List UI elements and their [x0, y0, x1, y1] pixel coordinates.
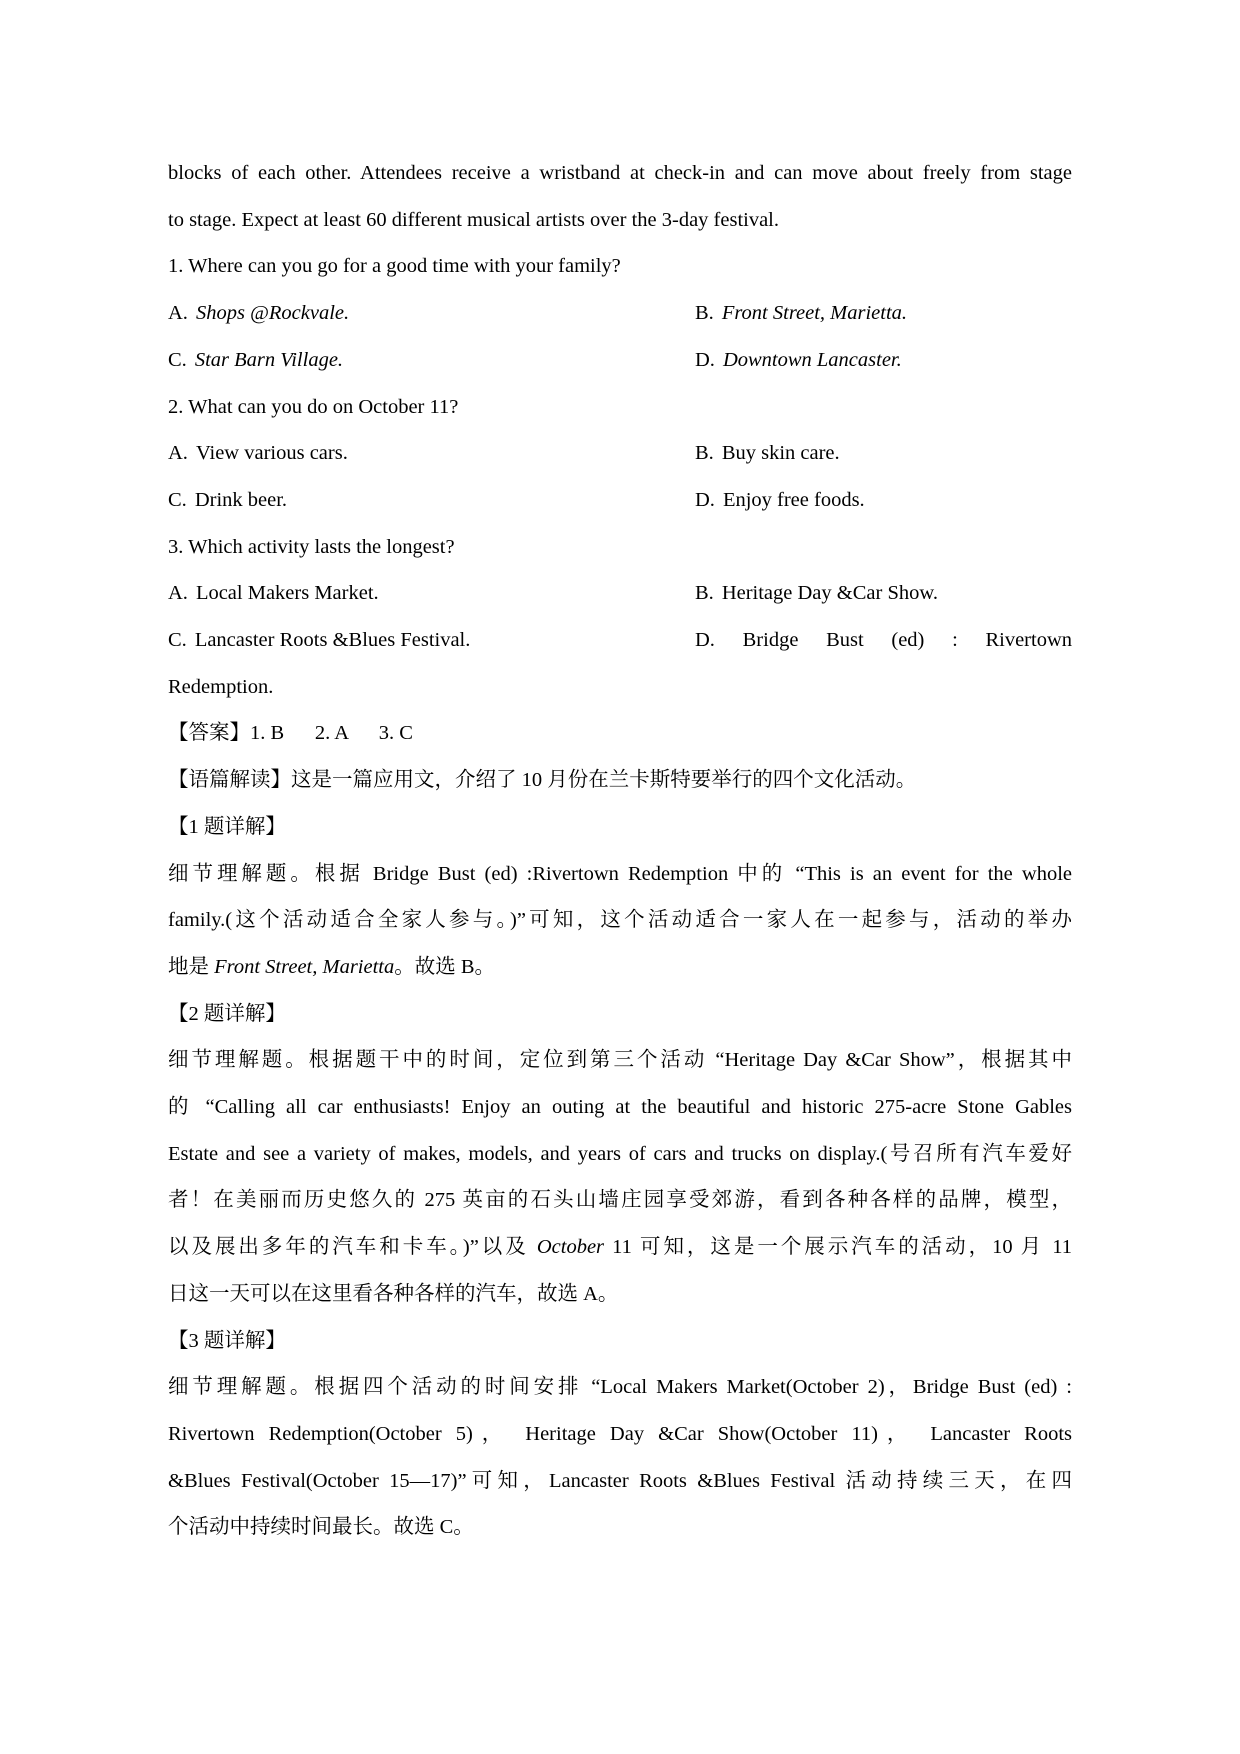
explanation-text: 地是: [168, 955, 215, 978]
option-label: A.: [168, 302, 188, 325]
explanation-2-line: 细节理解题。根据题干中的时间，定位到第三个活动 “Heritage Day &Car Show”，根据其中: [168, 1049, 1072, 1072]
explanation-text: 以及展出多年的汽车和卡车。)”以及: [168, 1236, 537, 1259]
question-3-options-row-2: [168, 617, 1072, 664]
question-2-options-row-1: [168, 430, 1072, 477]
explanation-text: 。故选 B。: [394, 955, 496, 978]
option-label: A.: [168, 442, 188, 465]
option-label: C.: [168, 488, 187, 511]
answer-label: 【答案】: [168, 722, 250, 745]
explanation-text: 11 可知，这是一个展示汽车的活动，10 月 11: [604, 1236, 1072, 1259]
option-text: View various cars.: [195, 442, 348, 465]
answer-line: [168, 710, 1072, 757]
question-2-options-row-2: [168, 477, 1072, 524]
explanation-text-italic: October: [536, 1236, 605, 1259]
explanation-2-line: Estate and see a variety of makes, models, and years of cars and trucks on display.(号召所有汽车爱好: [168, 1142, 1072, 1165]
option-label: C.: [168, 348, 187, 371]
option-text: Buy skin care.: [721, 442, 840, 465]
option-3a: [168, 570, 695, 617]
option-3d-overflow: Redemption.: [168, 675, 274, 698]
option-2a: [168, 430, 695, 477]
explanation-1-line: family.(这个活动适合全家人参与。)”可知，这个活动适合一家人在一起参与，活动的举办: [168, 909, 1072, 932]
option-1d: [695, 337, 1072, 384]
explanation-3-line: 个活动中持续时间最长。故选 C。: [168, 1516, 474, 1539]
passage-line: blocks of each other. Attendees receive a wristband at check-in and can move about freely from stage: [168, 162, 1072, 184]
question-3-options-row-1: [168, 570, 1072, 617]
question-3-stem: 3. Which activity lasts the longest?: [168, 535, 455, 558]
explanation-2-line: 日这一天可以在这里看各种各样的汽车，故选 A。: [168, 1282, 619, 1305]
option-text: Lancaster Roots &Blues Festival.: [194, 629, 471, 652]
option-1b: [695, 290, 1072, 337]
explanation-2-line: [168, 1224, 1072, 1271]
option-3d: [695, 617, 1072, 664]
explanation-1-line: 细节理解题。根据 Bridge Bust (ed) :Rivertown Redemption 中的 “This is an event for the whole: [168, 862, 1072, 885]
option-text: Bridge Bust (ed) : Rivertown: [742, 629, 1072, 652]
option-label: A.: [168, 582, 188, 605]
explanation-text-italic: Front Street, Marietta: [214, 955, 395, 978]
explanation-1-heading: 【1 题详解】: [168, 815, 286, 838]
passage-line: to stage. Expect at least 60 different musical artists over the 3-day festival.: [168, 208, 780, 231]
option-label: C.: [168, 629, 187, 652]
explanation-2-line: 的 “Calling all car enthusiasts! Enjoy an outing at the beautiful and historic 275-acre Stone Gables: [168, 1096, 1072, 1119]
explanation-3-line: Rivertown Redemption(October 5)， Heritage Day &Car Show(October 11)， Lancaster Roots: [168, 1422, 1072, 1445]
option-text: Heritage Day &Car Show.: [721, 582, 938, 605]
passage-analysis-line: [168, 757, 1072, 804]
option-text: Drink beer.: [194, 488, 288, 511]
option-3c: [168, 617, 695, 664]
explanation-2-line: 者！在美丽而历史悠久的 275 英亩的石头山墙庄园享受郊游，看到各种各样的品牌，模型，: [168, 1189, 1072, 1212]
explanation-3-heading: 【3 题详解】: [168, 1329, 286, 1352]
explanation-3-line: 细节理解题。根据四个活动的时间安排 “Local Makers Market(October 2)，Bridge Bust (ed) :: [168, 1376, 1072, 1399]
option-label: D.: [695, 348, 715, 371]
option-label: D.: [695, 488, 715, 511]
option-text: Star Barn Village.: [194, 348, 344, 371]
option-label: B.: [695, 582, 714, 605]
analysis-label: 【语篇解读】: [168, 769, 291, 792]
question-2-stem: 2. What can you do on October 11?: [168, 395, 459, 418]
question-1-options-row-1: [168, 290, 1072, 337]
explanation-1-line: [168, 944, 1072, 991]
option-2b: [695, 430, 1072, 477]
question-1-options-row-2: [168, 337, 1072, 384]
explanation-3-line: &Blues Festival(October 15—17)”可知，Lancaster Roots &Blues Festival 活动持续三天，在四: [168, 1469, 1072, 1492]
option-3b: [695, 570, 1072, 617]
option-label: D.: [695, 629, 715, 652]
document-content: [168, 150, 1072, 1551]
option-1a: [168, 290, 695, 337]
option-2d: [695, 477, 1072, 524]
option-text: Local Makers Market.: [195, 582, 379, 605]
option-text: Shops @Rockvale.: [195, 302, 350, 325]
option-1c: [168, 337, 695, 384]
option-text: Downtown Lancaster.: [722, 348, 902, 371]
answer-values: 1. B 2. A 3. C: [250, 722, 413, 745]
option-2c: [168, 477, 695, 524]
option-text: Front Street, Marietta.: [721, 302, 908, 325]
option-label: B.: [695, 442, 714, 465]
explanation-2-heading: 【2 题详解】: [168, 1002, 286, 1025]
option-label: B.: [695, 302, 714, 325]
question-1-stem: 1. Where can you go for a good time with your family?: [168, 255, 621, 278]
analysis-text: 这是一篇应用文，介绍了 10 月份在兰卡斯特要举行的四个文化活动。: [291, 769, 917, 792]
option-text: Enjoy free foods.: [722, 488, 865, 511]
